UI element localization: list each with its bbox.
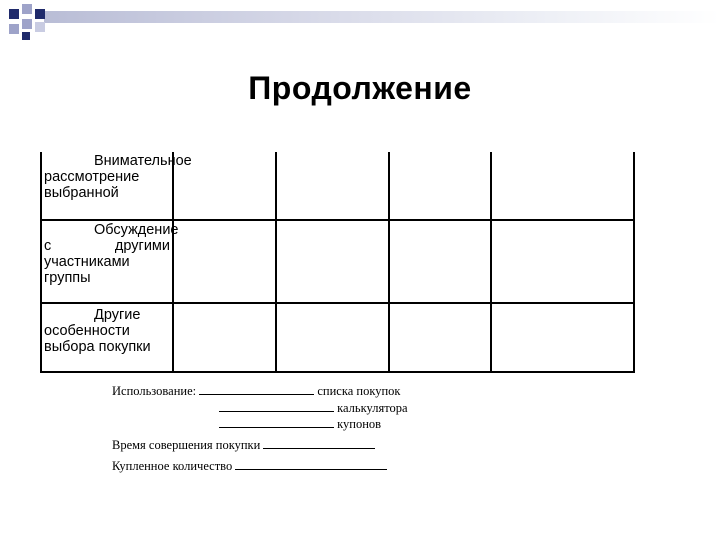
usage-line: [219, 417, 381, 432]
fill-blank[interactable]: [219, 401, 334, 412]
usage-option: калькулятора: [337, 401, 408, 415]
row-label-cell: [41, 220, 179, 303]
decor-square: [35, 9, 45, 19]
decor-square: [22, 19, 32, 29]
usage-option: списка покупок: [317, 384, 401, 398]
usage-option: купонов: [337, 417, 382, 431]
fill-blank[interactable]: [235, 459, 387, 470]
table-cell: [276, 303, 389, 372]
fill-blank[interactable]: [219, 417, 334, 428]
table-row: [41, 152, 634, 220]
table-cell: [491, 303, 634, 372]
table-cell: [389, 152, 491, 220]
purchase-time-label: Время совершения покупки: [112, 438, 261, 452]
table-cell: [389, 220, 491, 303]
table-cell: [491, 152, 634, 220]
slide-decoration: [0, 0, 720, 40]
row-label-cell: [41, 152, 192, 220]
quantity-label: Купленное количество: [112, 459, 233, 473]
table-cell: [276, 220, 389, 303]
purchase-time-line: [112, 438, 375, 453]
row-label-cell: [41, 303, 173, 372]
table-row: [41, 220, 634, 303]
decor-square: [9, 24, 19, 34]
fill-blank[interactable]: [199, 384, 314, 395]
row-label: Внимательное рассмотрение выбранной: [44, 153, 192, 201]
table-cell: [276, 152, 389, 220]
decor-square: [9, 9, 19, 19]
table-cell: [173, 303, 276, 372]
survey-table: [40, 152, 635, 373]
slide-title-text: Продолжение: [248, 70, 472, 106]
usage-line: [219, 401, 408, 416]
table-cell: [491, 220, 634, 303]
quantity-line: [112, 459, 387, 474]
decor-square: [22, 4, 32, 14]
header-gradient-band: [44, 11, 720, 23]
slide-title: [0, 70, 720, 107]
table-row: [41, 303, 634, 372]
row-label: Обсуждение с другими участниками группы: [44, 222, 179, 286]
decor-square: [22, 32, 30, 40]
fill-blank[interactable]: [263, 438, 375, 449]
row-label: Другие особенности выбора покупки: [44, 307, 151, 355]
usage-label: Использование:: [112, 384, 197, 398]
table-cell: [389, 303, 491, 372]
usage-line: [112, 384, 400, 399]
table-cell: [173, 220, 276, 303]
decor-square: [35, 22, 45, 32]
